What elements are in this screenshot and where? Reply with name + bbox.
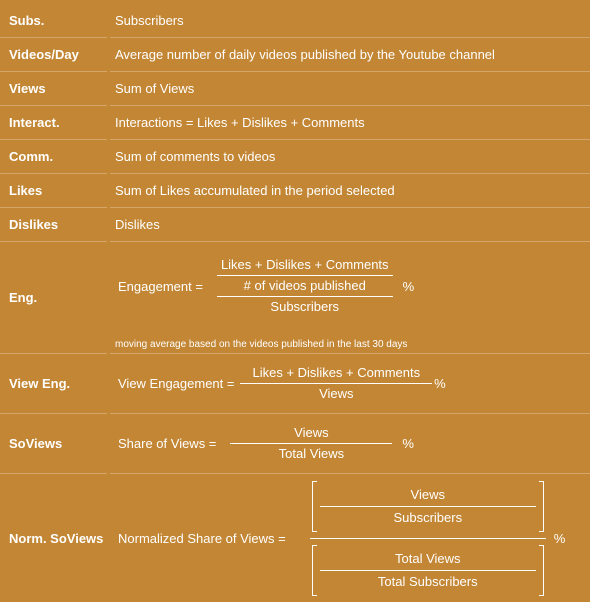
fraction — [217, 255, 393, 317]
glossary-row-interactions — [0, 106, 590, 140]
term-label: Interact. — [0, 106, 107, 140]
percent-sign: % — [402, 436, 414, 451]
term-label: SoViews — [0, 414, 107, 474]
fraction-middle: # of videos published — [243, 278, 366, 293]
formula-note: moving average based on the videos published in the last 30 days — [115, 339, 408, 350]
term-label: Norm. SoViews — [9, 530, 104, 546]
formula-label: Share of Views = — [118, 436, 217, 451]
term-definition — [110, 414, 590, 474]
fraction-numerator: Views — [294, 425, 329, 440]
term-definition: Average number of daily videos published by the Youtube channel — [110, 38, 590, 72]
fraction-bar — [320, 506, 536, 507]
fraction — [230, 423, 392, 464]
percent-sign: % — [434, 376, 446, 391]
term-definition — [110, 474, 590, 602]
term-definition: Dislikes — [110, 208, 590, 242]
formula-label: View Engagement = — [118, 376, 235, 391]
term-definition: Interactions = Likes + Dislikes + Comments — [110, 106, 590, 140]
fraction-numerator: Likes + Dislikes + Comments — [252, 365, 421, 380]
fraction-bar — [320, 570, 536, 571]
term-definition: Sum of Views — [110, 72, 590, 106]
normalized-share-of-views-formula — [118, 481, 565, 596]
glossary-row-comments — [0, 140, 590, 174]
bracket-denominator — [312, 545, 544, 596]
inner-numerator: Views — [410, 486, 445, 502]
fraction-denominator: Views — [319, 386, 354, 401]
term-definition — [110, 242, 590, 354]
glossary-row-views — [0, 72, 590, 106]
term-definition: Sum of comments to videos — [110, 140, 590, 174]
term-definition — [110, 354, 590, 414]
term-label: Views — [0, 72, 107, 106]
glossary-row-subs — [0, 4, 590, 38]
engagement-formula — [118, 255, 414, 317]
glossary-row-engagement — [0, 242, 590, 354]
inner-denominator: Total Subscribers — [377, 573, 478, 589]
percent-sign: % — [402, 278, 415, 294]
term-label: Subs. — [0, 4, 107, 38]
term-label: Likes — [0, 174, 107, 208]
formula-label: Normalized Share of Views = — [118, 530, 286, 546]
term-label: Dislikes — [0, 208, 107, 242]
term-label: Videos/Day — [0, 38, 107, 72]
compound-fraction — [310, 481, 546, 596]
term-definition: Sum of Likes accumulated in the period selected — [110, 174, 590, 208]
fraction-bar-main — [310, 538, 546, 539]
fraction-numerator: Likes + Dislikes + Comments — [220, 257, 389, 272]
glossary-row-normalized-share-of-views — [0, 474, 590, 602]
formula-label: Engagement = — [118, 278, 203, 294]
term-label: View Eng. — [0, 354, 107, 414]
bracket-numerator — [312, 481, 544, 532]
inner-numerator: Total Views — [395, 550, 461, 566]
glossary-row-dislikes — [0, 208, 590, 242]
fraction-denominator: Subscribers — [270, 299, 340, 314]
fraction-denominator: Total Views — [278, 446, 345, 461]
term-label: Eng. — [0, 242, 107, 354]
view-engagement-formula — [118, 363, 446, 404]
glossary-row-share-of-views — [0, 414, 590, 474]
fraction — [248, 363, 424, 404]
percent-sign: % — [553, 530, 566, 546]
term-definition: Subscribers — [110, 4, 590, 38]
inner-denominator: Subscribers — [393, 509, 463, 525]
term-label: Comm. — [0, 140, 107, 174]
metrics-glossary — [0, 4, 590, 602]
glossary-row-likes — [0, 174, 590, 208]
glossary-row-videos-day — [0, 38, 590, 72]
glossary-row-view-engagement — [0, 354, 590, 414]
share-of-views-formula — [118, 423, 414, 464]
